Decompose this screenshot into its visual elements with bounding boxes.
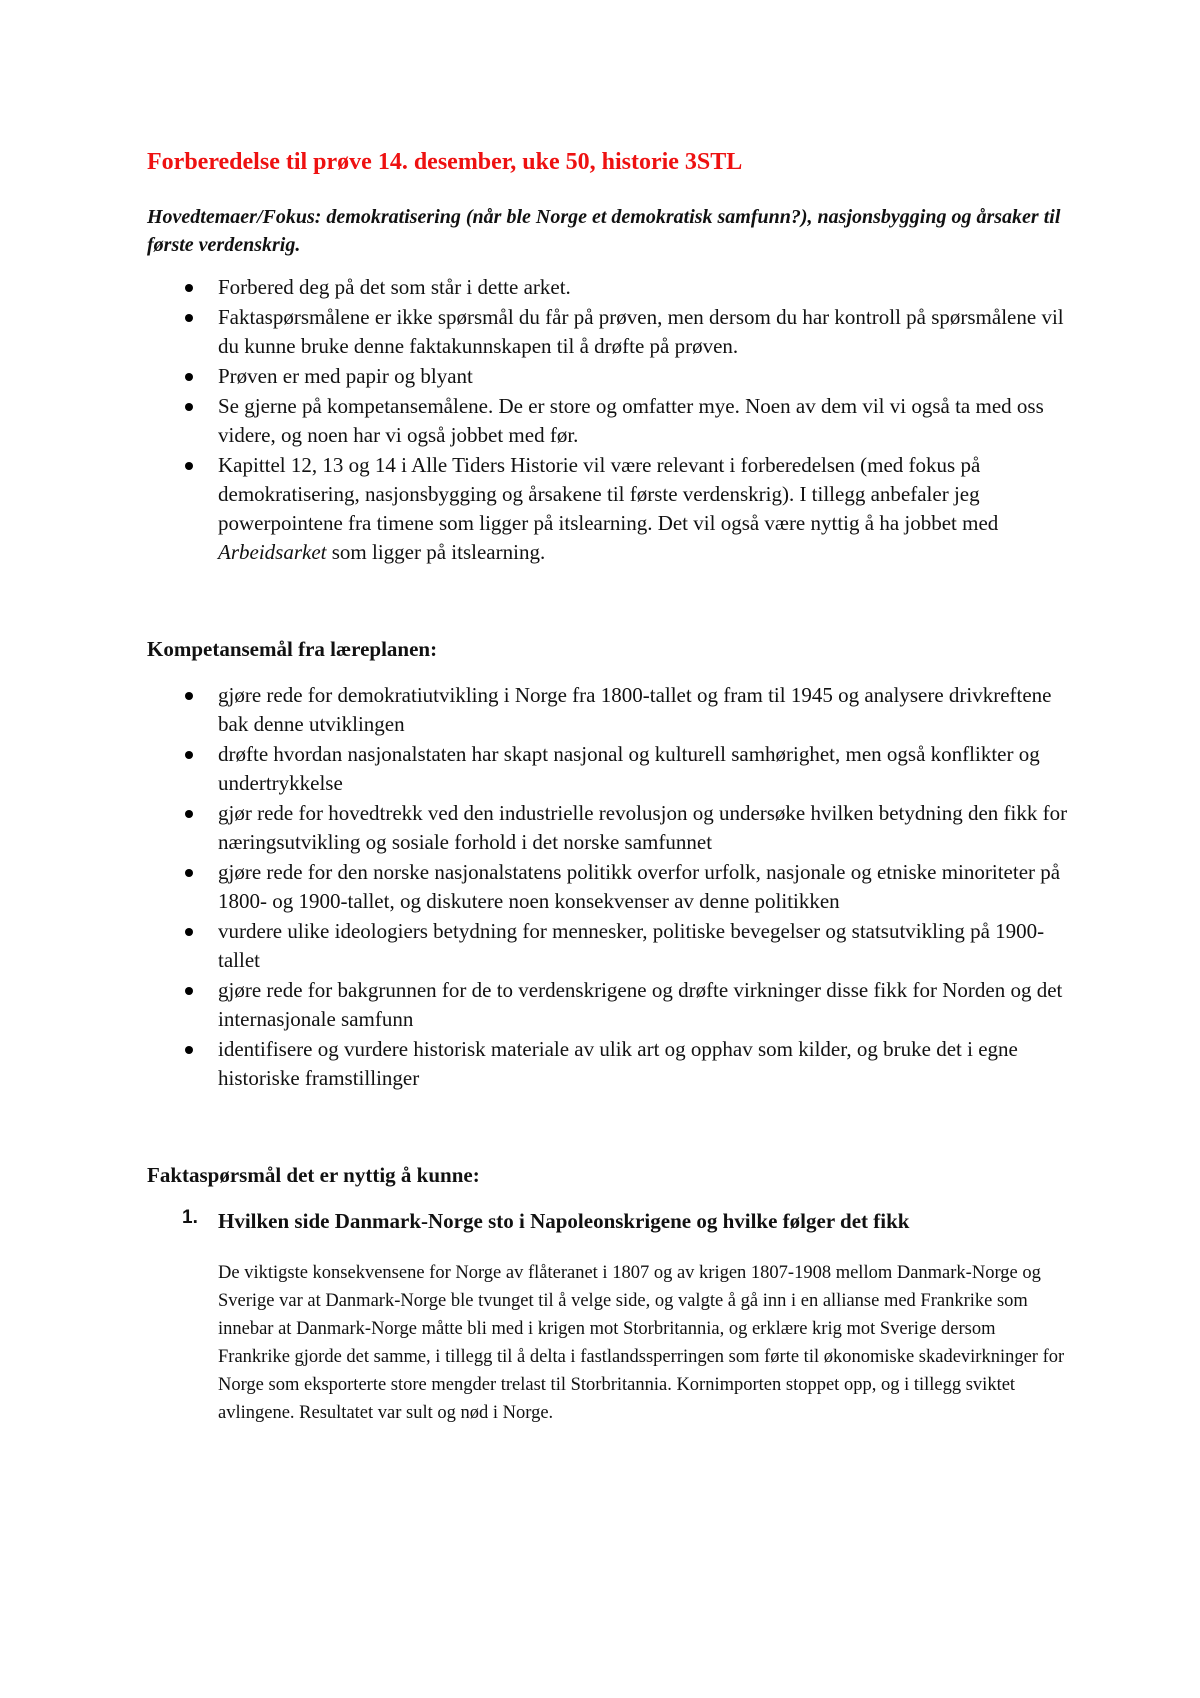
arbeidsarket-emphasis: Arbeidsarket xyxy=(218,540,327,564)
list-item: gjøre rede for demokratiutvikling i Norge fra 1800-tallet og fram til 1945 og analysere drivkreftene bak denne utviklingen xyxy=(218,681,1080,739)
list-item: vurdere ulike ideologiers betydning for mennesker, politiske bevegelser og statsutvikling på 1900-tallet xyxy=(218,917,1080,975)
list-item xyxy=(218,451,1080,567)
list-item: Se gjerne på kompetansemålene. De er store og omfatter mye. Noen av dem vil vi også ta med oss videre, og noen har vi også jobbet med før. xyxy=(218,392,1080,450)
list-item-text: som ligger på itslearning. xyxy=(326,540,546,564)
intro-bullet-list xyxy=(147,273,1080,567)
question-title: Hvilken side Danmark-Norge sto i Napoleonskrigene og hvilke følger det fikk xyxy=(218,1209,910,1233)
focus-subtitle: Hovedtemaer/Fokus: demokratisering (når ble Norge et demokratisk samfunn?), nasjonsbygging og årsaker til første verdenskrig. xyxy=(147,206,1061,256)
question-answer: De viktigste konsekvensene for Norge av flåteranet i 1807 og av krigen 1807-1908 mellom Danmark-Norge og Sverige var at Danmark-Norge ble tvunget til å velge side, og valgte å gå inn i en allianse med Frankrike som innebar at Danmark-Norge måtte bli med i krigen mot Storbritannia, og erklære krig mot Sverige dersom Frankrike gjorde det samme, i tillegg til å delta i fastlandssperringen som førte til økonomiske skadevirkninger for Norge som eksporterte store mengder trelast til Storbritannia. Kornimporten stoppet opp, og i tillegg sviktet avlingene. Resultatet var sult og nød i Norge. xyxy=(218,1263,1065,1423)
list-item: gjøre rede for den norske nasjonalstatens politikk overfor urfolk, nasjonale og etniske minoriteter på 1800- og 1900-tallet, og diskutere noen konsekvenser av denne politikken xyxy=(218,858,1080,916)
list-item: Forbered deg på det som står i dette arket. xyxy=(218,273,1080,302)
list-item: Prøven er med papir og blyant xyxy=(218,362,1080,391)
list-item: drøfte hvordan nasjonalstaten har skapt nasjonal og kulturell samhørighet, men også konflikter og undertrykkelse xyxy=(218,740,1080,798)
list-item: gjør rede for hovedtrekk ved den industrielle revolusjon og undersøke hvilken betydning den fikk for næringsutvikling og sosiale forhold i det norske samfunnet xyxy=(218,799,1080,857)
page-title: Forberedelse til prøve 14. desember, uke 50, historie 3STL xyxy=(147,149,743,175)
list-item: Faktaspørsmålene er ikke spørsmål du får på prøven, men dersom du har kontroll på spørsmålene vil du kunne bruke denne faktakunnskapen til å drøfte på prøven. xyxy=(218,303,1080,361)
list-item: identifisere og vurdere historisk materiale av ulik art og opphav som kilder, og bruke det i egne historiske framstillinger xyxy=(218,1035,1080,1093)
facts-question-list xyxy=(147,1207,1080,1427)
list-item: gjøre rede for bakgrunnen for de to verdenskrigene og drøfte virkninger disse fikk for Norden og det internasjonale samfunn xyxy=(218,976,1080,1034)
competence-heading: Kompetansemål fra læreplanen: xyxy=(147,637,438,661)
facts-heading: Faktaspørsmål det er nyttig å kunne: xyxy=(147,1163,480,1187)
question-item xyxy=(182,1207,1080,1427)
list-item-text: Kapittel 12, 13 og 14 i Alle Tiders Historie vil være relevant i forberedelsen (med fokus på demokratisering, nasjonsbygging og årsakene til første verdenskrig). I tillegg anbefaler jeg powerpointene fra timene som ligger på itslearning. Det vil også være nyttig å ha jobbet med xyxy=(218,453,999,535)
competence-list xyxy=(147,681,1080,1093)
question-number: 1. xyxy=(182,1207,198,1228)
